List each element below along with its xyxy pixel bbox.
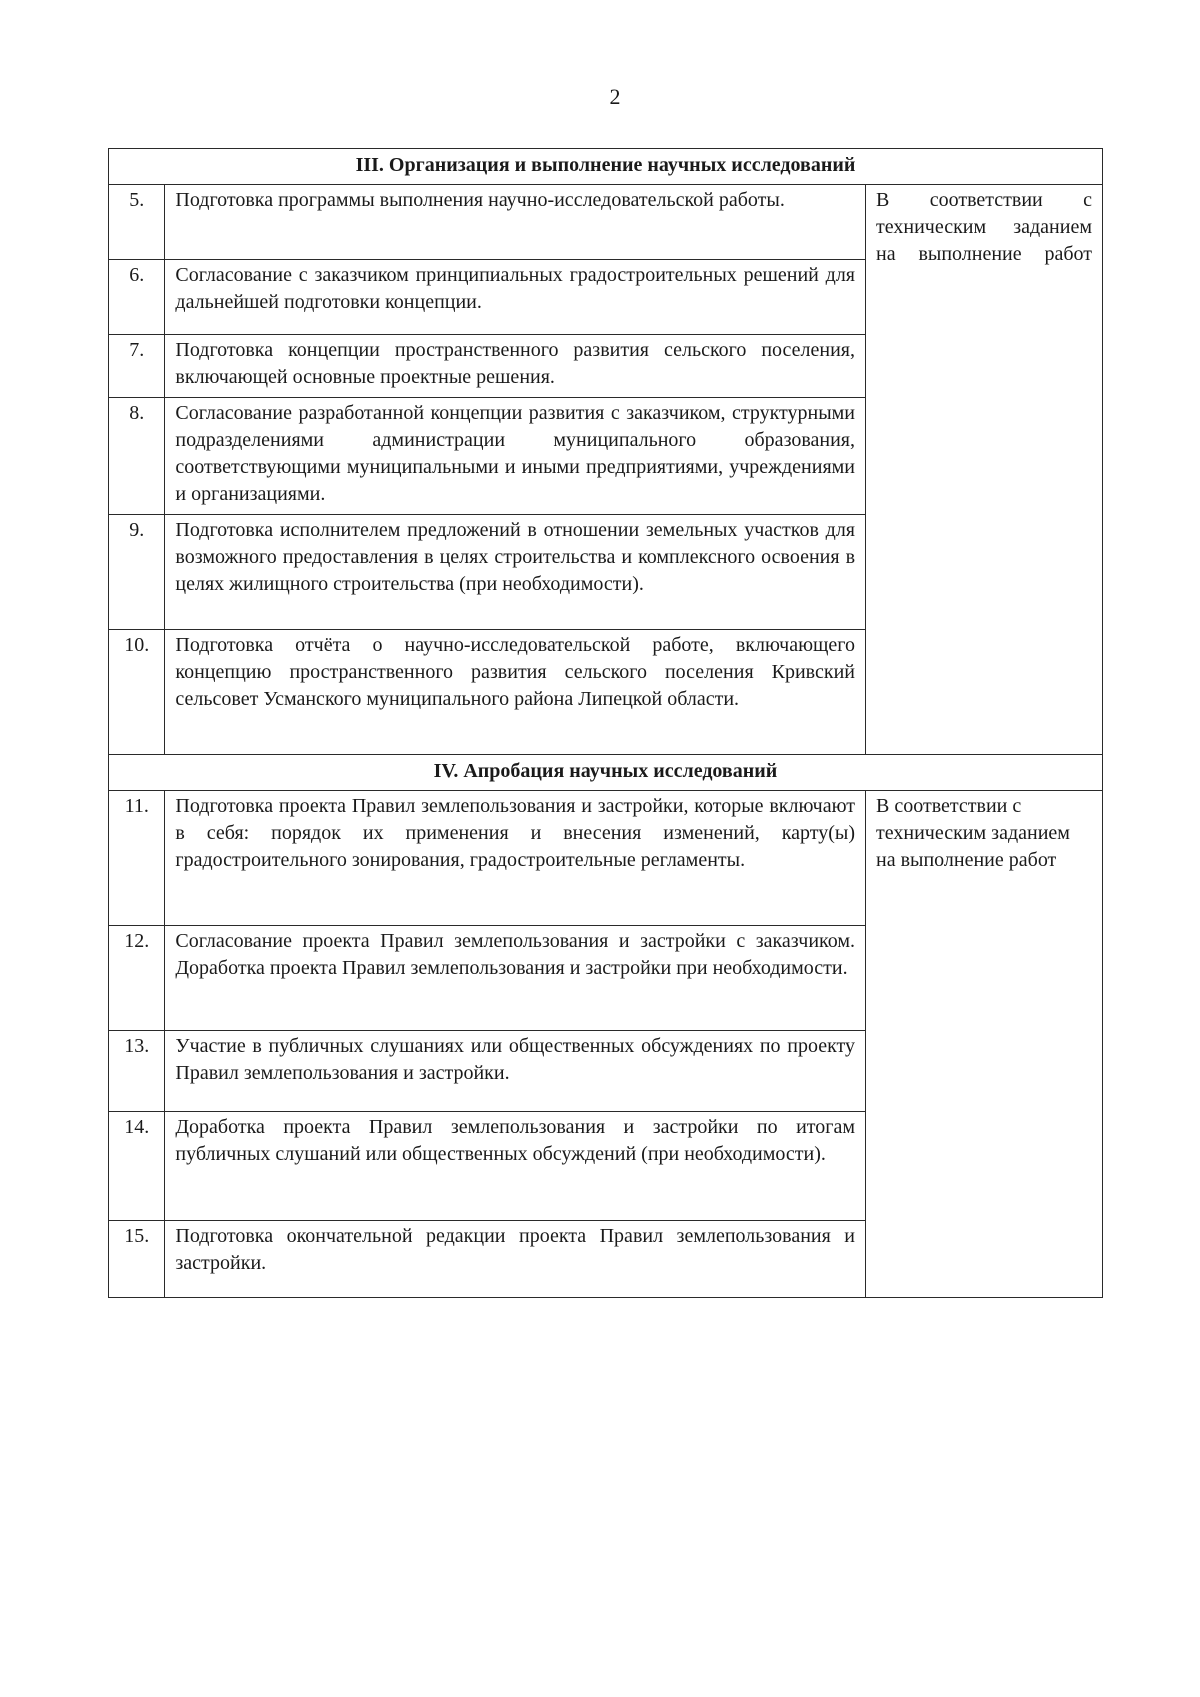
row-description: Согласование с заказчиком принципиальных градостроительных решений для дальнейшей подготовки концепции. <box>165 260 866 335</box>
row-number: 6. <box>109 260 165 335</box>
row-number: 7. <box>109 335 165 398</box>
row-description: Согласование проекта Правил землепользования и застройки с заказчиком. Доработка проекта Правил землепользования и застройки при необходимости. <box>165 926 866 1031</box>
row-number: 11. <box>109 791 165 926</box>
row-number: 14. <box>109 1112 165 1221</box>
row-description: Подготовка проекта Правил землепользования и застройки, которые включают в себя: порядок их применения и внесения изменений, карту(ы) градостроительного зонирования, градостроительные регламенты. <box>165 791 866 926</box>
row-number: 15. <box>109 1221 165 1298</box>
row-note <box>866 185 1103 755</box>
row-number: 8. <box>109 398 165 515</box>
row-description: Подготовка программы выполнения научно-исследовательской работы. <box>165 185 866 260</box>
section-title: IV. Апробация научных исследований <box>109 755 1103 791</box>
page-number: 2 <box>609 84 621 109</box>
section-header-row <box>109 755 1103 791</box>
row-description: Доработка проекта Правил землепользования и застройки по итогам публичных слушаний или общественных обсуждений (при необходимости). <box>165 1112 866 1221</box>
row-note <box>866 791 1103 1298</box>
row-number: 5. <box>109 185 165 260</box>
row-description: Участие в публичных слушаниях или общественных обсуждениях по проекту Правил землепользования и застройки. <box>165 1031 866 1112</box>
section-header-row <box>109 149 1103 185</box>
note-text: В соответствии с техническим заданием на выполнение работ <box>876 795 1070 871</box>
row-description: Согласование разработанной концепции развития с заказчиком, структурными подразделениями администрации муниципального образования, соответствующими муниципальными и иными предприятиями, учреждениями и организациями. <box>165 398 866 515</box>
row-number: 10. <box>109 630 165 755</box>
table-row <box>109 791 1103 926</box>
table-row <box>109 185 1103 260</box>
note-text: В соответствии с техническим заданием на выполнение работ <box>876 189 1092 265</box>
row-description: Подготовка окончательной редакции проекта Правил землепользования и застройки. <box>165 1221 866 1298</box>
row-number: 13. <box>109 1031 165 1112</box>
work-schedule-table <box>108 148 1103 1298</box>
section-title: III. Организация и выполнение научных исследований <box>109 149 1103 185</box>
row-description: Подготовка отчёта о научно-исследовательской работе, включающего концепцию пространственного развития сельского поселения Кривский сельсовет Усманского муниципального района Липецкой области. <box>165 630 866 755</box>
row-number: 12. <box>109 926 165 1031</box>
row-description: Подготовка исполнителем предложений в отношении земельных участков для возможного предоставления в целях строительства и комплексного освоения в целях жилищного строительства (при необходимости). <box>165 515 866 630</box>
row-number: 9. <box>109 515 165 630</box>
row-description: Подготовка концепции пространственного развития сельского поселения, включающей основные проектные решения. <box>165 335 866 398</box>
